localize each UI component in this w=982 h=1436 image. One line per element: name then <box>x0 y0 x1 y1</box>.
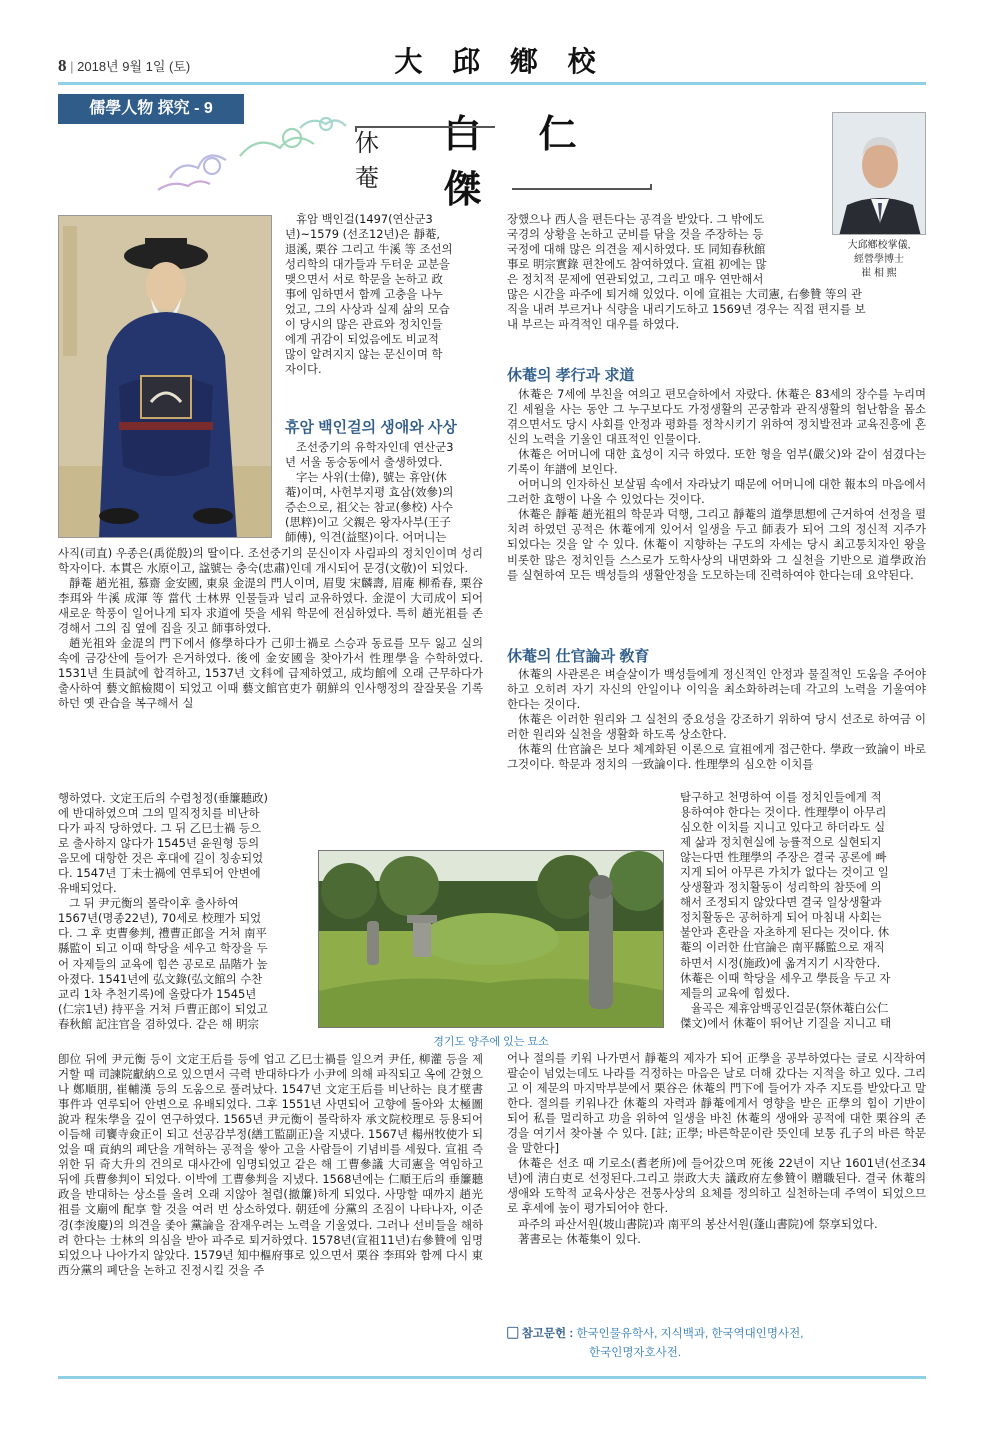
eulogy-text <box>507 1051 926 1247</box>
paragraph: 卽位 뒤에 尹元衡 등이 文定王后를 등에 업고 乙巳士禍를 일으켜 尹任, 柳灌 등을 제거할 때 司諫院獻納으로 있으면서 극력 반대하다가 小尹에 의해 파직되고 옥에 갇혔으나 鄭順朋, 崔輔漢 등의 도움으로 풀려났다. 1547년 文定王后를 비난하는 良才壁書事件과 연루되어 안변으로 유배되었다. 그후 1551년 사면되어 고향에 돌아와 太極圖說과 程朱學을 깊이 연구하였다. 1565년 尹元衡이 몰락하자 承文院校理로 등용되어 이듬해 司饔寺僉正이 되고 선공감부정(繕工監副正)을 지냈다. 1567년 楊州牧使가 되었을 때 貢納의 폐단을 개혁하는 공적을 쌓아 고을 사람들이 기념비를 세웠다. 宣祖 즉위한 뒤 奇大升의 건의로 대사간에 임명되었고 같은 해 工曹參議 大司憲을 역임하고 뒤에 兵曹參判이 되었다. 이박에 工曹參判을 지냈다. 1568년에는 仁順王后의 垂簾聽政을 반대하는 상소를 올려 오래 지않아 철렴(撤簾)하게 되었다. 사망할 때까지 趙光祖를 文廟에 配享 할 것을 여러 번 상소하였다. 朝廷에 分黨의 조짐이 나타나자, 이준경(李浚慶)의 의견을 좇아 黨論을 잠재우려는 노력을 기울였다. 그러나 선비들을 해하려 한다는 士林의 의심을 받아 파주로 퇴거하였다. 1578년(宣祖11년)右參贊에 임명되었으나 나아가지 않았다. 1579년 知中樞府事로 있으면서 栗谷 李珥와 함께 다시 東西分黨의 폐단을 논하고 진정시킬 것을 주 <box>58 1052 483 1277</box>
paragraph: 著書로는 休菴集이 있다. <box>518 1231 641 1246</box>
text-line: 菴)이며, 사헌부지평 효삼(效參)의 <box>285 485 454 500</box>
text-line: 縣監이 되고 이때 학당을 세우고 학장을 두 <box>58 941 268 956</box>
right-text-top <box>507 212 926 332</box>
text-line: 국정에 대해 많은 의견을 제시하였다. 또 同知春秋館 <box>507 242 766 257</box>
life-text-bottom <box>58 1052 483 1278</box>
bottom-rule <box>58 1376 926 1379</box>
text-line: 字는 사위(士偉), 號는 휴암(休 <box>296 470 447 485</box>
text-line: 다. 1547년 丁未士禍에 연루되어 안변에 <box>58 866 261 881</box>
references <box>507 1325 927 1363</box>
photo-caption: 경기도 양주에 있는 묘소 <box>433 1036 549 1048</box>
intro-text <box>285 212 483 378</box>
text-line: 심오한 이치를 지니고 있다고 하더라도 실 <box>680 820 886 835</box>
text-line: 제들의 교육에 힘썼다. <box>680 985 790 1000</box>
portrait-painting <box>58 215 272 538</box>
text-line: 지게 되어 아무른 가치가 없다는 것이고 일 <box>680 865 889 880</box>
text-line: (思粹)이고 父親은 왕자사부(王子 <box>285 515 451 530</box>
text-line: 傑文)에서 休菴이 뛰어난 기질을 지니고 태 <box>680 1015 892 1030</box>
text-line: 事에 임하면서 함께 고충을 나누 <box>285 287 443 302</box>
office-text-narrow <box>680 790 926 1031</box>
text-line: 정치활동은 공허하게 되어 마침내 사회는 <box>680 910 882 925</box>
text-line: 직을 내려 부르거나 식량을 내리기도하고 1569년 경우는 직접 편지를 보 <box>507 302 866 317</box>
text-line: 休菴은 이때 학당을 세우고 學長을 두고 자 <box>680 970 891 985</box>
paragraph: 休菴은 靜菴 趙光祖의 학문과 덕행, 그리고 靜菴의 道學思想에 근거하여 선정을 펼치려 하였던 공적은 休菴에게 있어서 일생을 두고 師表가 되어 그의 정신적 지주가 되었다는 것을 알 수 있다. 休菴이 지향하는 구도의 자세는 당시 최고통치자인 왕을 비롯한 많은 정치인들 스스로가 도학사상의 내면화와 그 실천을 기반으로 道學政治를 실현하여 모든 백성들의 생활안정을 도모하는데 진력하여야 한다는데 요약된다. <box>507 507 926 582</box>
page-number: 8 <box>58 56 67 75</box>
text-line: 불안과 혼란을 자초하게 된다는 것이다. 休 <box>680 925 890 940</box>
title-frame-bottom <box>512 184 652 190</box>
text-line: 국경의 상황을 논하고 군비를 닦을 것을 주장하는 등 <box>507 227 764 242</box>
text-line: 로 출사하지 않다가 1545년 윤원형 등의 <box>58 836 260 851</box>
text-line: 음모에 대항한 것은 후대에 길이 칭송되었 <box>58 851 264 866</box>
text-line: 증손으로, 祖父는 참교(參校) 사수 <box>285 500 453 515</box>
cloud-ornament-icon <box>150 108 350 198</box>
section-heading-filial: 休菴의 孝行과 求道 <box>507 367 635 384</box>
article-title <box>355 111 652 211</box>
text-line: 아졌다. 1541년에 弘文錄(弘文館의 수찬 <box>58 971 263 986</box>
references-line-1: 한국인물유학사, 지식백과, 한국역대인명사전, <box>576 1328 804 1340</box>
life-text-narrow <box>58 791 302 1032</box>
text-line: 탐구하고 천명하여 이를 정치인들에게 적 <box>680 790 882 804</box>
text-line: 내 부르는 파격적인 대우를 하였다. <box>507 317 680 332</box>
text-line: 교리 1차 추천기록)에 올랐다가 1545년 <box>58 986 257 1001</box>
series-label: 儒學人物 探究 - 9 <box>58 94 244 124</box>
text-line: 제 삶과 정치현실에 능률적으로 실현되지 <box>680 835 882 850</box>
text-line: 휴암 백인걸(1497(연산군3 <box>296 212 433 226</box>
text-line: 년)~1579 (선조12년)은 靜菴, <box>285 227 441 242</box>
office-text <box>507 667 926 772</box>
text-line: 율곡은 제휴암백공인걸문(祭休菴白公仁 <box>691 1000 889 1015</box>
text-line: 성리학의 대가들과 두터운 교분을 <box>285 257 450 272</box>
paragraph: 어나 절의를 키워 나가면서 靜菴의 제자가 되어 正學을 공부하였다는 글로 시작하여 팔순이 넘었는데도 나라를 걱정하는 마음은 날로 더해 갔다는 지적을 하고 있다. 그리고 이 제문의 마지막부분에서 栗谷은 休菴의 門下에 들어가 자주 지도를 받았다고 말한다. 절의를 키워나간 休菴의 자력과 靜菴에게서 영향을 받은 正學의 힘이 기반이 되어 私를 멀리하고 功을 위하여 일생을 바친 休菴의 생애와 공적에 대한 栗谷의 존경을 여기서 찾아볼 수 있다. [註; 正學; 바른학문이란 뜻인데 보통 孔子의 바른 학문을 말한다] <box>507 1051 926 1156</box>
text-line: 유배되었다. <box>58 881 117 896</box>
life-text-full <box>58 546 483 712</box>
paragraph: 休菴은 이러한 원리와 그 실천의 중요성을 강조하기 위하여 당시 선조로 하여금 이러한 원리와 실천을 생활화 하도록 상소한다. <box>507 712 926 742</box>
paragraph: 靜菴 趙光祖, 慕齋 金安國, 東泉 金湜의 門人이며, 眉叟 宋麟壽, 眉庵 柳希春, 栗谷 李珥와 牛溪 成渾 等 當代 士林界 인물들과 널리 교유하였다. 金湜이 大司成이 되어 새로운 학풍이 일어나게 되자 求道에 뜻을 세워 학문에 전심하였다. 특히 趙光祖를 존경해서 그의 집 옆에 집을 짓고 師事하였다. <box>58 576 483 636</box>
text-line: 그 뒤 尹元衡의 몰락이후 출사하여 <box>69 896 239 911</box>
text-line: 다가 파직 당하였다. 그 뒤 乙巳士禍 등으 <box>58 821 261 836</box>
masthead: 大 邱 鄕 校 <box>394 45 606 78</box>
text-line: 退溪, 栗谷 그리고 牛溪 等 조선의 <box>285 242 453 257</box>
text-line: 장했으나 西人을 편든다는 공격을 받았다. 그 밖에도 <box>507 212 765 226</box>
text-line: 상생활과 정치활동이 성리학의 참뜻에 의 <box>680 880 882 895</box>
header-date: 8 | 2018년 9월 1일 (토) <box>58 56 191 75</box>
text-line: 조선중기의 유학자인데 연산군3 <box>296 440 454 454</box>
text-line: 년 서울 동숭동에서 출생하였다. <box>285 455 443 470</box>
text-line: 용하여야 한다는 것이다. 性理學이 아무리 <box>680 805 887 820</box>
tomb-photo <box>318 850 664 1028</box>
text-line: 않는다면 性理學의 주장은 결국 공론에 빠 <box>680 850 887 865</box>
paragraph: 休菴은 어머니에 대한 효성이 지극 하였다. 또한 형을 엄부(嚴父)와 같이 섬겼다는 기록이 年譜에 보인다. <box>507 447 926 477</box>
text-line: (仁宗1년) 持平을 거쳐 戶曹正郎이 되었고 <box>58 1001 268 1016</box>
text-line: 맺으면서 서로 학문을 논하고 政 <box>285 272 443 287</box>
section-heading-life: 휴암 백인걸의 생애와 사상 <box>285 419 457 436</box>
text-line: 1567년(명종22년), 70세로 校理가 되었 <box>58 911 262 926</box>
author-position: 大邱鄕校掌儀, <box>847 240 911 251</box>
text-line: 해서 조정되지 않았다면 결국 일상생활과 <box>680 895 882 910</box>
text-line: 다. 그 후 吏曹參判, 禮曹正郎을 거쳐 南平 <box>58 926 267 941</box>
text-line: 에 반대하였으며 그의 밀직정치를 비난하 <box>58 806 260 821</box>
references-label: ▢ 참고문헌 : <box>507 1328 574 1340</box>
text-line: 이 당시의 많은 관료와 정치인들 <box>285 317 443 332</box>
author-name: 崔 相 熙 <box>861 268 897 279</box>
text-line: 자이다. <box>285 362 322 377</box>
text-line: 하면서 시정(施政)에 옮겨지기 시작한다. <box>680 955 881 970</box>
title-pen-name: 休 菴 <box>355 129 387 192</box>
references-line-2: 한국인명자호사전. <box>589 1347 682 1359</box>
text-line: 어 자제들의 교육에 힘쓴 공로로 品階가 높 <box>58 956 268 971</box>
paragraph: 休菴은 선조 때 기로소(耆老所)에 들어갔으며 死後 22년이 지난 1601년(선조34년)에 淸白吏로 선정된다.그리고 崇政大夫 議政府左參贊이 贈職된다. 결국 休菴의 생애와 도학적 교육사상은 전통사상의 요체를 정의하고 실천하는데 주역이 되었으므로 후세에 높이 평가되어야 한다. <box>507 1156 926 1216</box>
paragraph: 어머니의 인자하신 보살핌 속에서 자라났기 때문에 어머니에 대한 報本의 마음에서 그러한 효행이 나올 수 있었다는 것이다. <box>507 477 926 507</box>
text-line: 春秋館 記注官을 겸하였다. 같은 해 明宗 <box>58 1016 259 1031</box>
title-person-name: 白 仁 傑 <box>443 111 599 211</box>
paragraph: 休菴은 7세에 부친을 여의고 편모슬하에서 자랐다. 休菴은 83세의 장수를 누리며 긴 세월을 사는 동안 그 누구보다도 가정생활의 곤궁함과 관직생활의 험난함을 몸소 겪으면서도 당시 사회를 안정과 평화를 정착시키기 위하여 정치발전과 교육진흥에 혼신의 노력을 기울인 대표적인 인물이다. <box>507 387 926 447</box>
filial-text <box>507 387 926 583</box>
text-line: 었고, 그의 사상과 실제 삶의 모습 <box>285 302 450 317</box>
paragraph: 사직(司直) 우종은(禹從殷)의 딸이다. 조선중기의 문신이자 사림파의 정치인이며 성리학자이다. 本貫은 水原이고, 諡號는 충숙(忠肅)인데 개시되어 문경(文敬)이 되었다. <box>58 546 483 576</box>
text-line: 師傅), 익견(益堅)이다. 어머니는 <box>285 530 447 545</box>
text-line: 많이 알려지지 않는 문신이며 학 <box>285 347 443 362</box>
text-line: 은 정치적 문제에 연관되었고, 그리고 매우 연만해서 <box>507 272 764 287</box>
section-heading-office: 休菴의 仕官論과 敎育 <box>507 648 650 665</box>
paragraph: 休菴의 사관론은 벼슬살이가 백성들에게 정신적인 안정과 물질적인 도움을 주어야하고 오히려 자기 자신의 안일이나 이익을 최소화하려는데 각고의 노력을 기울여야 한다는 것이다. <box>507 667 926 712</box>
paragraph: 파주의 파산서원(坡山書院)과 南平의 봉산서원(蓬山書院)에 祭享되었다. <box>518 1216 878 1231</box>
text-line: 많은 시간을 파주에 퇴거해 있었다. 이에 宣祖는 大司憲, 右參贊 等의 관 <box>507 287 863 302</box>
paragraph: 趙光祖와 金湜의 門下에서 修學하다가 己卯士禍로 스승과 동료를 모두 잃고 실의 속에 금강산에 들어가 은거하였다. 後에 金安國을 찾아가서 性理學을 수학하였다. 1531년 生員試에 합격하고, 1537년 文科에 급제하였고, 成均館에 오래 근무하다가 출사하여 藝文館檢閱이 되었고 이때 藝文館官吏가 朝鮮의 인사행정의 잘잘못을 기록하던 옛 관습을 복구해서 실 <box>58 636 483 711</box>
text-line: 행하였다. 文定王后의 수렴청정(垂簾聽政) <box>58 791 268 805</box>
life-text-top <box>285 440 483 545</box>
text-line: 에게 귀감이 되었음에도 비교적 <box>285 332 439 347</box>
text-line: 菴의 이러한 仕官論은 南平縣監으로 재직 <box>680 940 885 955</box>
issue-date: 2018년 9월 1일 (토) <box>77 59 191 74</box>
author-degree: 經營學博士 <box>854 254 904 265</box>
text-line: 事로 明宗實錄 편찬에도 참여하였다. 宣祖 初에는 많 <box>507 257 767 272</box>
paragraph: 休菴의 仕官論은 보다 체계화된 이론으로 宣祖에게 접근한다. 學政一致論이 바로 그것이다. 학문과 정치의 一致論이다. 性理學의 심오한 이치를 <box>507 742 926 772</box>
top-rule <box>58 82 926 85</box>
title-frame-top <box>355 126 495 132</box>
